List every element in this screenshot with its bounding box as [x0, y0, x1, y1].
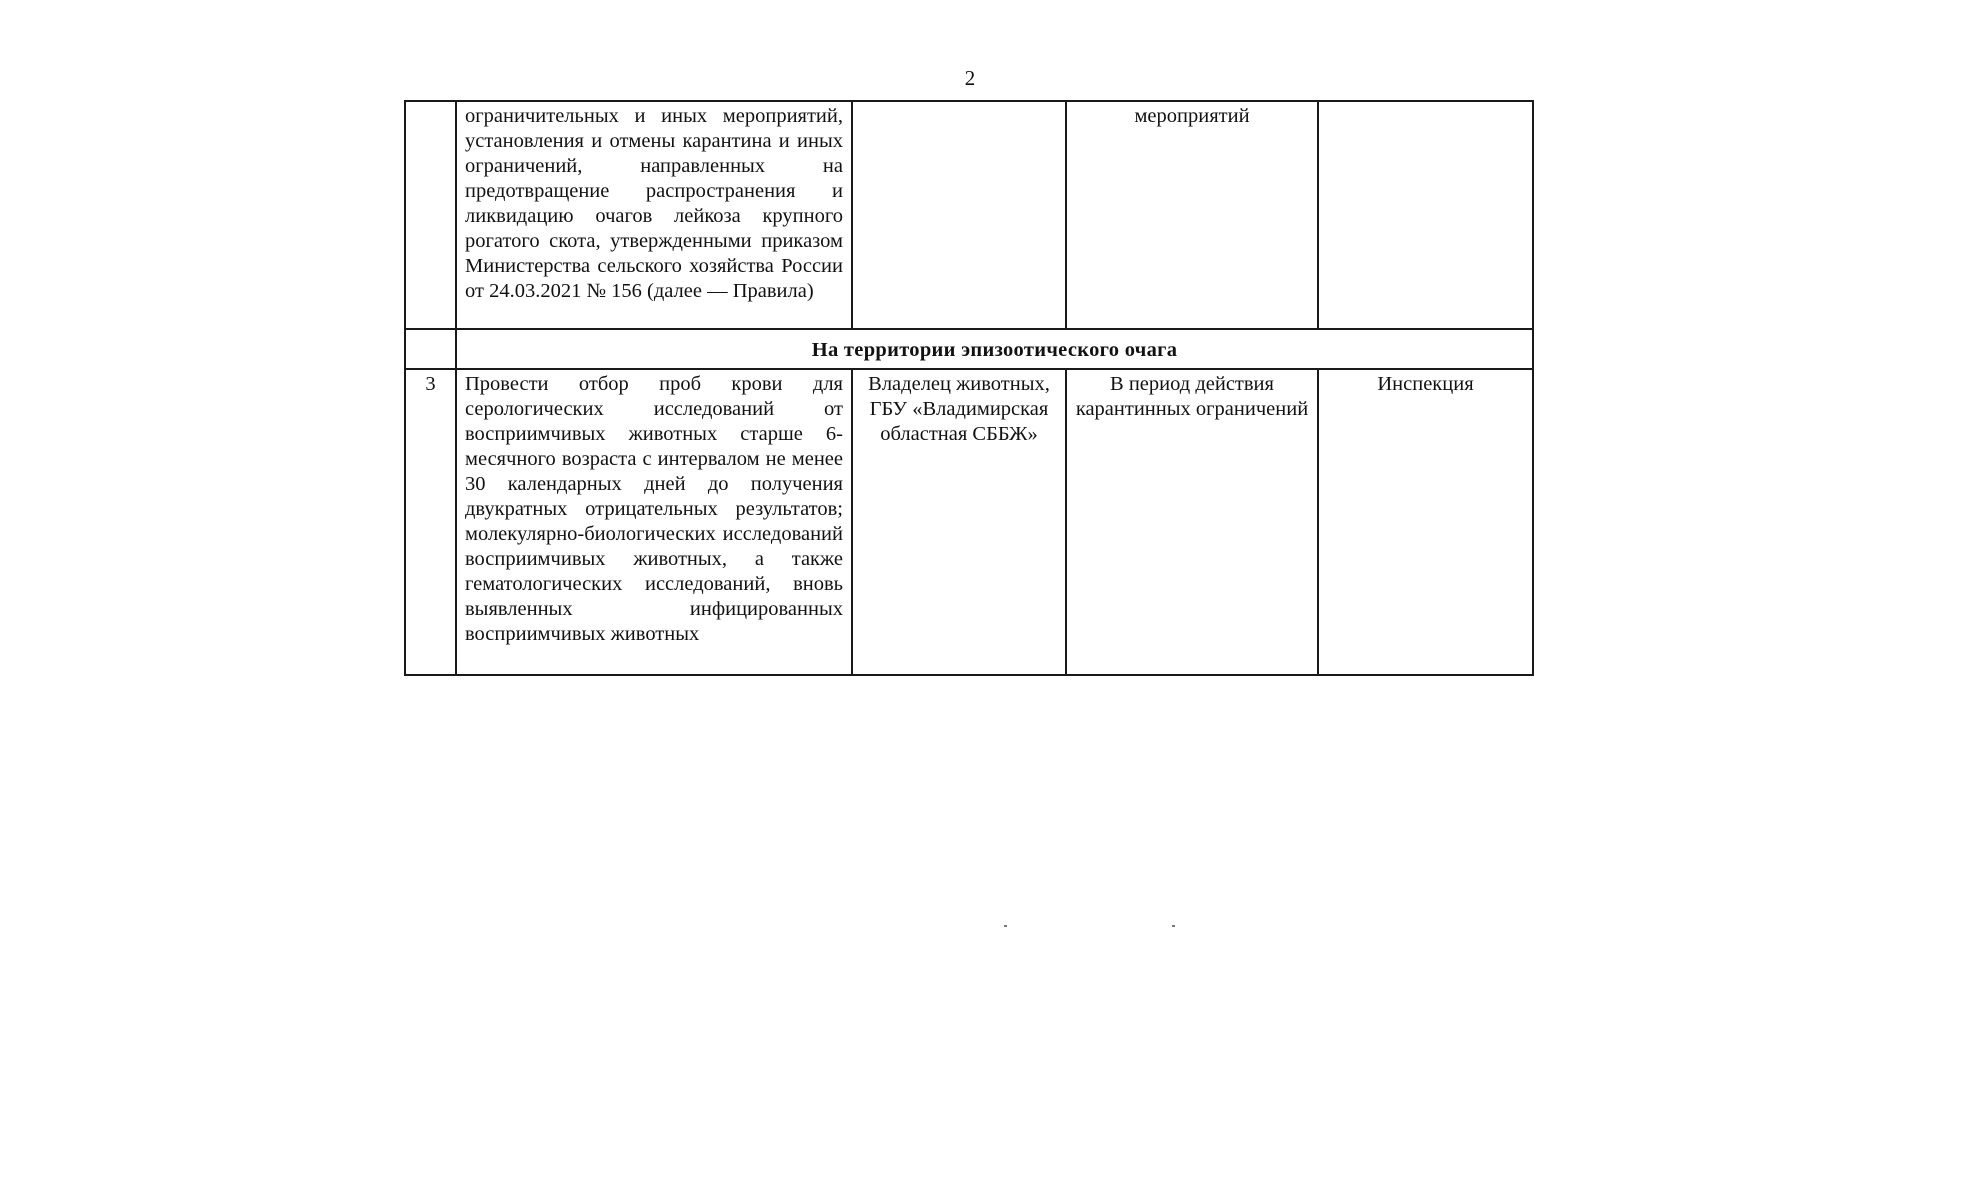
row-number-cell [405, 329, 456, 369]
deadline-cell: мероприятий [1066, 101, 1318, 329]
page-number: 2 [964, 66, 976, 90]
scan-speck [1004, 925, 1007, 927]
control-cell: Инспекция [1318, 369, 1533, 675]
row-number-cell [405, 101, 456, 329]
table-row [405, 101, 1533, 329]
measure-cell: Провести отбор проб крови для серологических исследований от восприимчивых животных старше 6-месячного возраста с интервалом не менее 30 календарных дней до получения двукратных отрицательных результатов; молекулярно-биологических исследований восприимчивых животных, а также гематологических исследований, вновь выявленных инфицированных восприимчивых животных [456, 369, 852, 675]
row-number-cell: 3 [405, 369, 456, 675]
table-row [405, 369, 1533, 675]
responsible-cell [852, 101, 1066, 329]
measure-cell: ограничительных и иных мероприятий, установления и отмены карантина и иных ограничений, направленных на предотвращение распространения и ликвидацию очагов лейкоза крупного рогатого скота, утвержденными приказом Министерства сельского хозяйства России от 24.03.2021 № 156 (далее — Правила) [456, 101, 852, 329]
deadline-cell: В период действия карантинных ограничений [1066, 369, 1318, 675]
section-header-row [405, 329, 1533, 369]
control-cell [1318, 101, 1533, 329]
measures-table [404, 100, 1534, 676]
section-title: На территории эпизоотического очага [456, 329, 1533, 369]
scan-speck [1172, 925, 1175, 927]
responsible-cell: Владелец животных, ГБУ «Владимирская областная СББЖ» [852, 369, 1066, 675]
